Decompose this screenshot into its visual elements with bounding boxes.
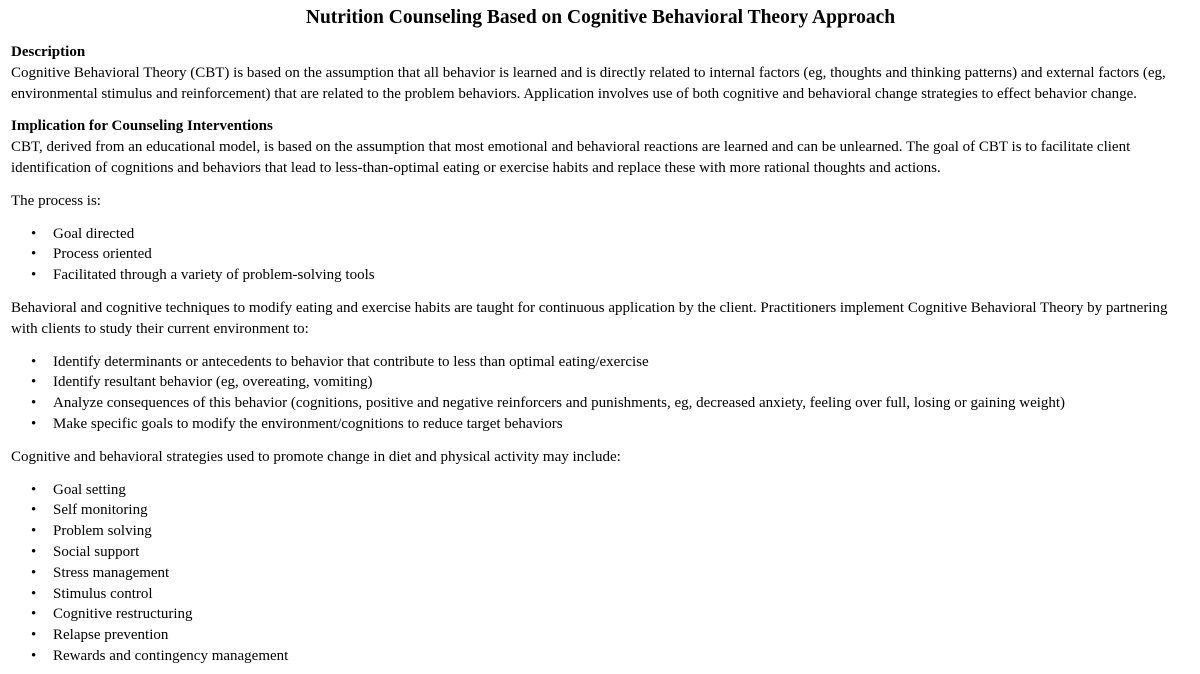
list-item: • Cognitive restructuring <box>53 604 1190 625</box>
list-item: • Identify resultant behavior (eg, overeating, vomiting) <box>53 372 1190 393</box>
list-item: • Stress management <box>53 563 1190 584</box>
process-intro: The process is: <box>11 192 101 209</box>
implication-section <box>11 116 1190 178</box>
implication-text: CBT, derived from an educational model, is based on the assumption that most emotional and behavioral reactions are learned and can be unlearned. The goal of CBT is to facilitate client identification of cognitions and behaviors that lead to less-than-optimal eating or exercise habits and replace these with more rational thoughts and actions. <box>11 139 1131 176</box>
list-item: • Facilitated through a variety of problem-solving tools <box>53 265 1190 286</box>
description-heading: Description <box>11 44 86 60</box>
list-item: • Goal setting <box>53 480 1190 501</box>
list-item: • Rewards and contingency management <box>53 646 1190 667</box>
list-item: • Problem solving <box>53 521 1190 542</box>
list-item: • Make specific goals to modify the environment/cognitions to reduce target behaviors <box>53 414 1190 435</box>
list-item: • Relapse prevention <box>53 625 1190 646</box>
list-item: • Stimulus control <box>53 584 1190 605</box>
strategies-intro: Cognitive and behavioral strategies used to promote change in diet and physical activity may include: <box>11 448 621 465</box>
description-section <box>11 42 1190 104</box>
list-item: • Social support <box>53 542 1190 563</box>
list-item: • Process oriented <box>53 244 1190 265</box>
process-list <box>11 224 1190 286</box>
list-item: • Analyze consequences of this behavior (cognitions, positive and negative reinforcers and punishments, eg, decreased anxiety, feeling over full, losing or gaining weight) <box>53 393 1190 414</box>
list-item: • Self monitoring <box>53 500 1190 521</box>
description-text: Cognitive Behavioral Theory (CBT) is based on the assumption that all behavior is learned and is directly related to internal factors (eg, thoughts and thinking patterns) and external factors (eg, environmental stimulus and reinforcement) that are related to the problem behaviors. Application involves use of both cognitive and behavioral change strategies to effect behavior change. <box>11 64 1166 102</box>
page-title: Nutrition Counseling Based on Cognitive Behavioral Theory Approach <box>305 7 896 28</box>
implication-heading: Implication for Counseling Interventions <box>11 118 273 135</box>
strategies-list <box>11 480 1190 667</box>
list-item: • Identify determinants or antecedents to behavior that contribute to less than optimal eating/exercise <box>53 352 1190 373</box>
techniques-list <box>11 352 1190 435</box>
techniques-intro: Behavioral and cognitive techniques to modify eating and exercise habits are taught for continuous application by the client. Practitioners implement Cognitive Behavioral Theory by partnering with clients to study their current environment to: <box>11 299 1168 337</box>
list-item: • Goal directed <box>53 224 1190 245</box>
